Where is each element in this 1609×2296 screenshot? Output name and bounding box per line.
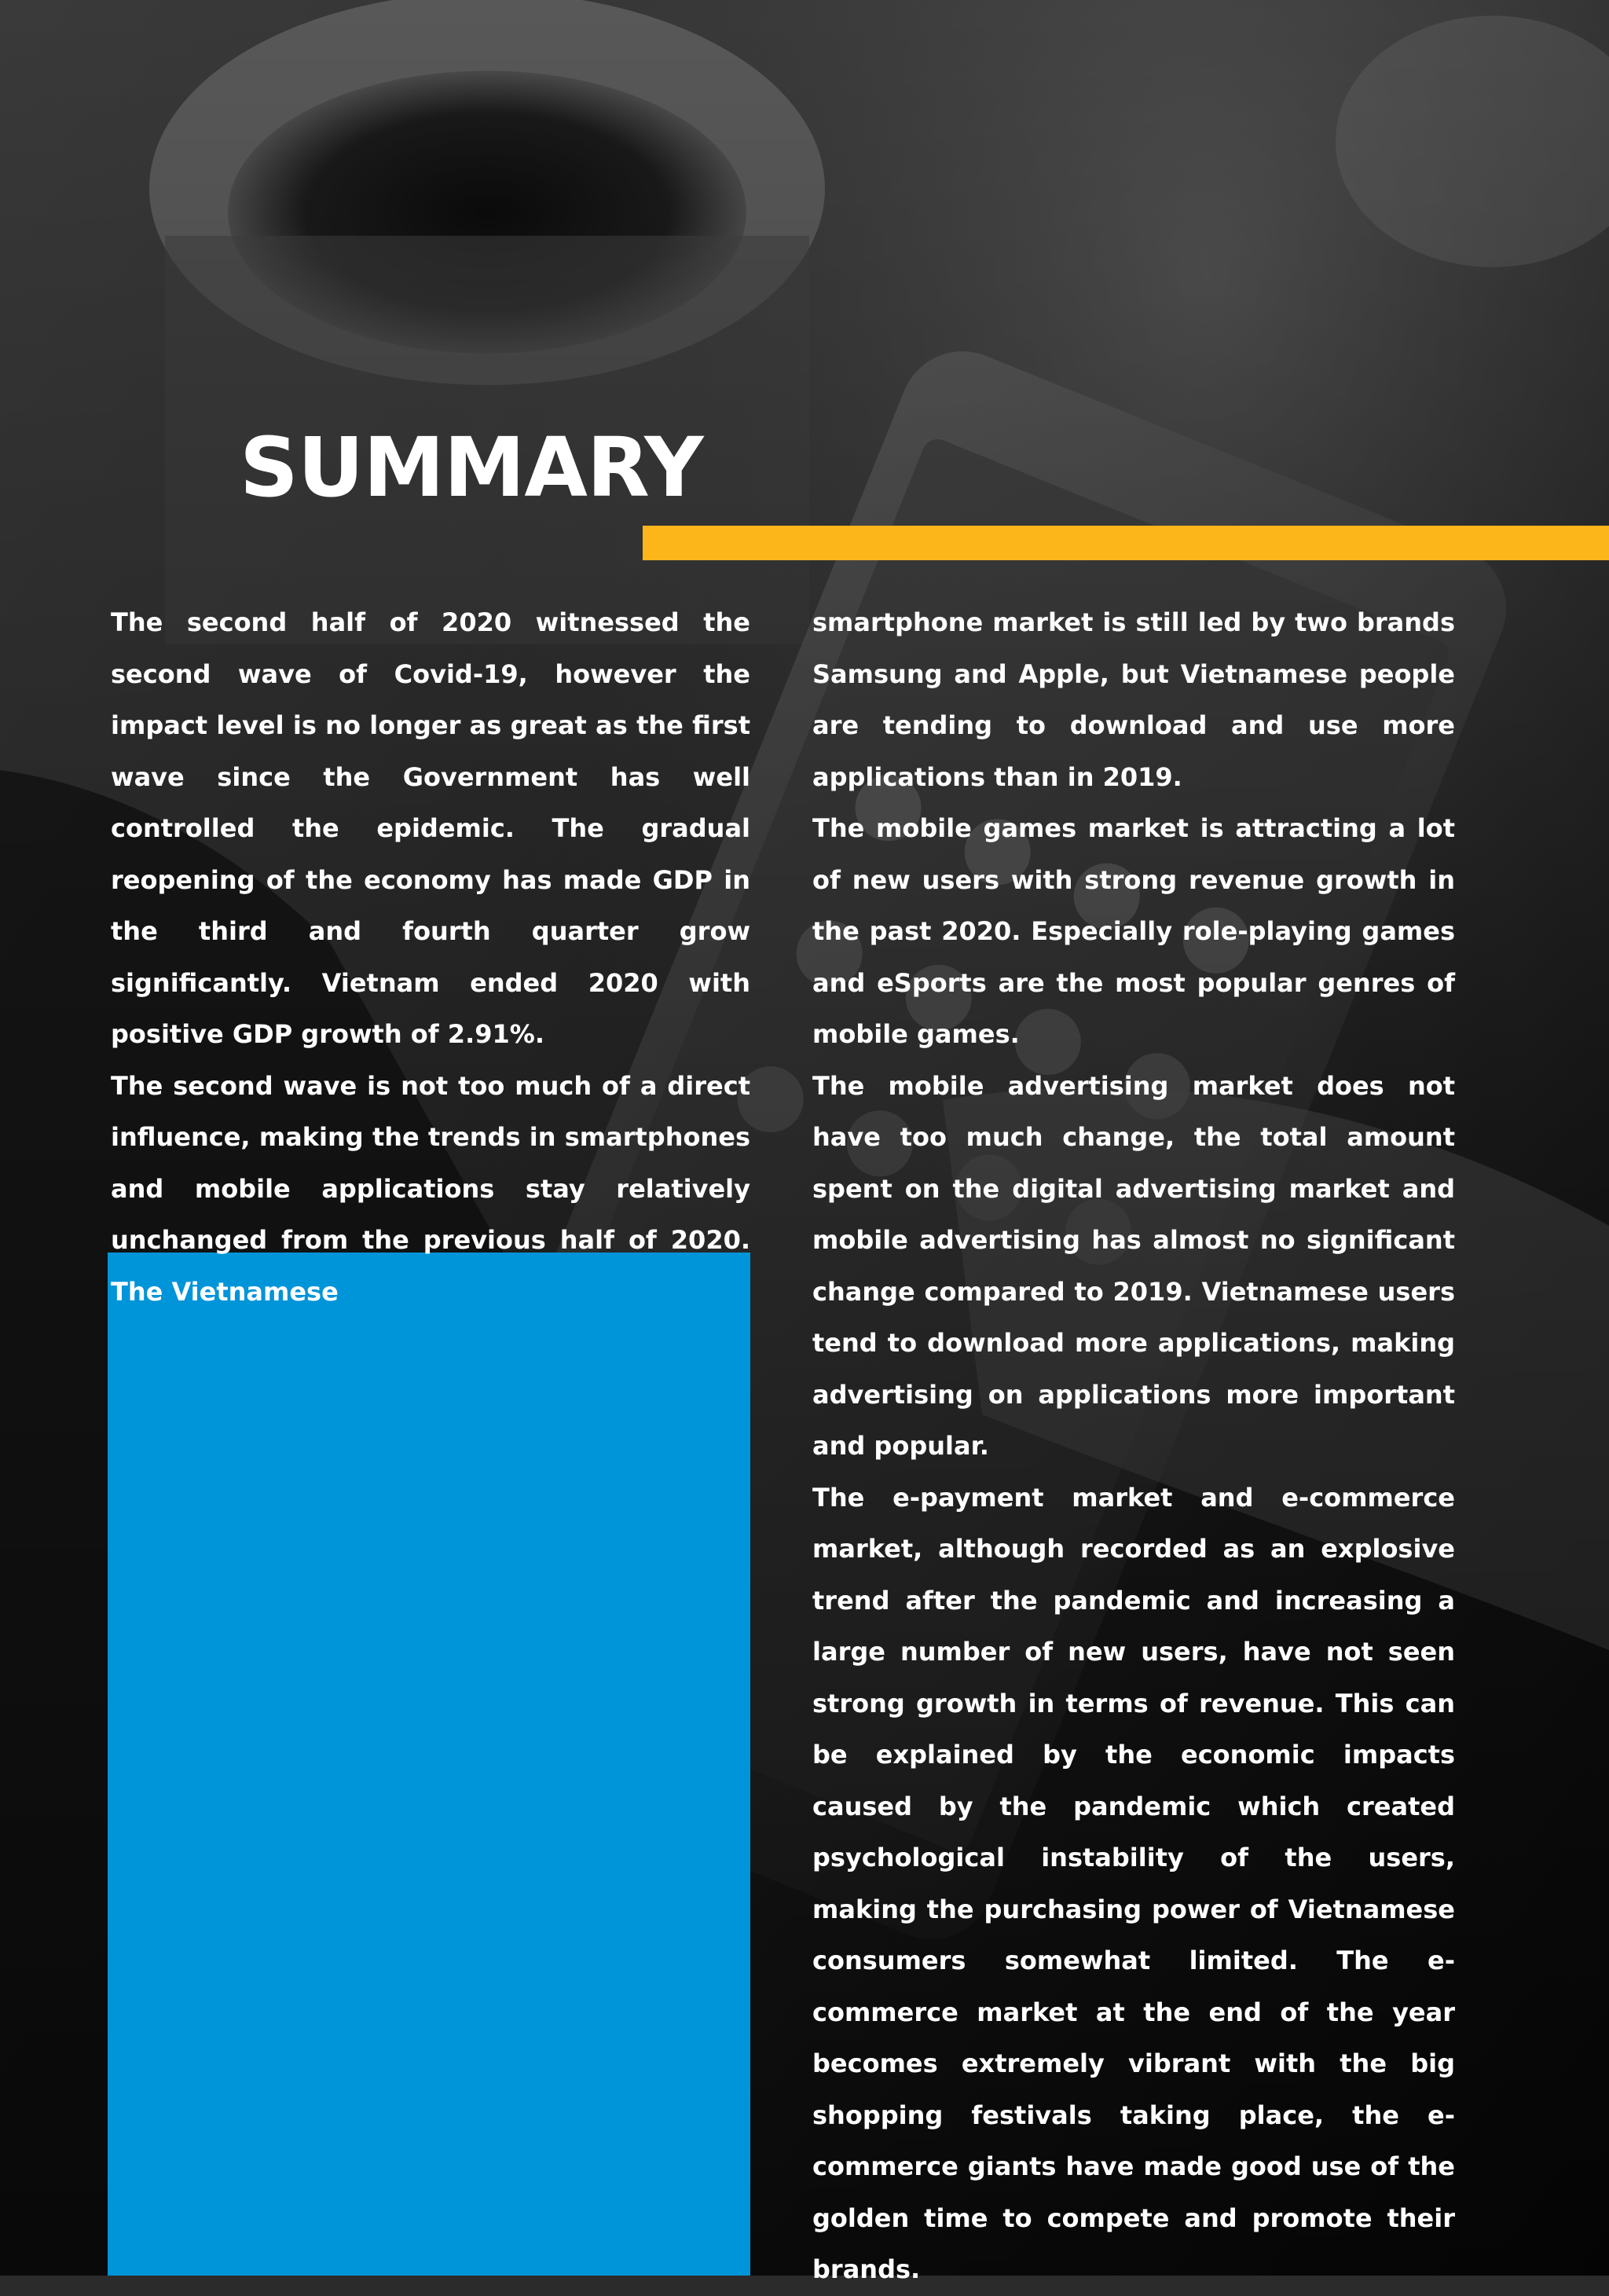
page-title: SUMMARY bbox=[240, 420, 703, 515]
right-text-column bbox=[812, 597, 1455, 2296]
paragraph: The second wave is not too much of a direct influence, making the trends in smartphones and mobile applications stay relatively unchanged from the previous half of 2020. The Vietnamese bbox=[111, 1070, 750, 1307]
paragraph: The second half of 2020 witnessed the second wave of Covid-19, however the impact level is no longer as great as the first wave since the Government has well controlled the epidemic. The gradual reopening of the economy has made GDP in the third and fourth quarter grow significantly. Vietnam ended 2020 with positive GDP growth of 2.91%. bbox=[111, 607, 750, 1049]
paragraph: smartphone market is still led by two brands Samsung and Apple, but Vietnamese people are tending to download and use more applications than in 2019. bbox=[812, 607, 1455, 792]
accent-block-blue bbox=[108, 1253, 750, 2276]
paragraph: The mobile games market is attracting a lot of new users with strong revenue growth in the past 2020. Especially role-playing games and eSports are the most popular genres of mobile games. bbox=[812, 813, 1455, 1049]
paragraph: The e-payment market and e-commerce market, although recorded as an explosive trend after the pandemic and increasing a large number of new users, have not seen strong growth in terms of revenue. This can be explained by the economic impacts caused by the pandemic which created psychological instability of the users, making the purchasing power of Vietnamese consumers somewhat limited. The e-commerce market at the end of the year becomes extremely vibrant with the big shopping festivals taking place, the e-commerce giants have made good use of the golden time to compete and promote their brands. bbox=[812, 1482, 1455, 2284]
left-text-column bbox=[111, 597, 750, 1318]
paragraph: The mobile advertising market does not have too much change, the total amount spent on the digital advertising market and mobile advertising has almost no significant change compared to 2019. Vietnamese users tend to download more applications, making advertising on applications more important and popular. bbox=[812, 1070, 1455, 1461]
accent-bar-yellow bbox=[643, 526, 1609, 560]
